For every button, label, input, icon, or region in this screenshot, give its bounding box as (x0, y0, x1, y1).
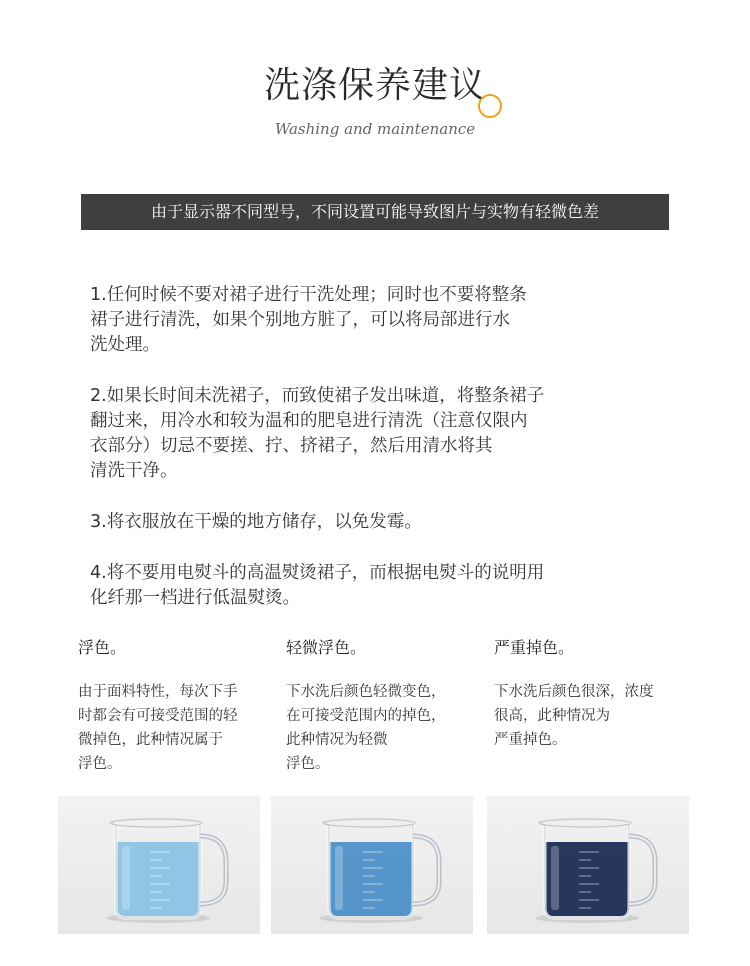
tip-item-1: 1.任何时候不要对裙子进行干洗处理；同时也不要将整条 裙子进行清洗，如果个别地方脏了，可以将局部进行水 洗处理。 (90, 285, 527, 355)
beaker-photo-severe (487, 796, 689, 934)
page-title-text: 洗涤保养建议 (263, 65, 486, 106)
page-subtitle: Washing and maintenance (274, 120, 476, 138)
tip-item-4: 4.将不要用电熨斗的高温熨烫裙子，而根据电熨斗的说明用 化纤那一档进行低温熨烫。 (90, 563, 545, 608)
tip-item-2: 2.如果长时间未洗裙子，而致使裙子发出味道，将整条裙子 翻过来，用冷水和较为温和的肥皂进行清洗（注意仅限内 衣部分）切忌不要搓、拧、挤裙子，然后用清水将其 清洗干净。 (90, 386, 545, 481)
fade-level-label: 严重掉色。 (494, 638, 575, 657)
fade-level-mild (78, 636, 270, 776)
fade-level-description: 下水洗后颜色轻微变色， 在可接受范围内的掉色， 此种情况为轻微 浮色。 (286, 684, 446, 772)
fade-level-slight (286, 636, 478, 776)
circle-accent-icon (478, 94, 502, 118)
beaker-icon (58, 796, 260, 934)
fade-level-description: 由于面料特性，每次下手 时都会有可接受范围的轻 微掉色，此种情况属于 浮色。 (78, 684, 238, 772)
beaker-icon (487, 796, 689, 934)
beaker-photo-mild (58, 796, 260, 934)
page-title (264, 64, 486, 108)
washing-tips-list (90, 283, 650, 637)
beaker-icon (271, 796, 473, 934)
fade-level-severe (494, 636, 686, 752)
title-block (0, 64, 750, 108)
fade-level-label: 轻微浮色。 (286, 638, 367, 657)
color-difference-notice: 由于显示器不同型号，不同设置可能导致图片与实物有轻微色差 (81, 194, 669, 230)
fade-level-description: 下水洗后颜色很深，浓度 很高，此种情况为 严重掉色。 (494, 684, 654, 748)
beaker-photo-slight (271, 796, 473, 934)
fade-level-label: 浮色。 (78, 638, 127, 657)
tip-item-3: 3.将衣服放在干燥的地方储存，以免发霉。 (90, 512, 422, 532)
